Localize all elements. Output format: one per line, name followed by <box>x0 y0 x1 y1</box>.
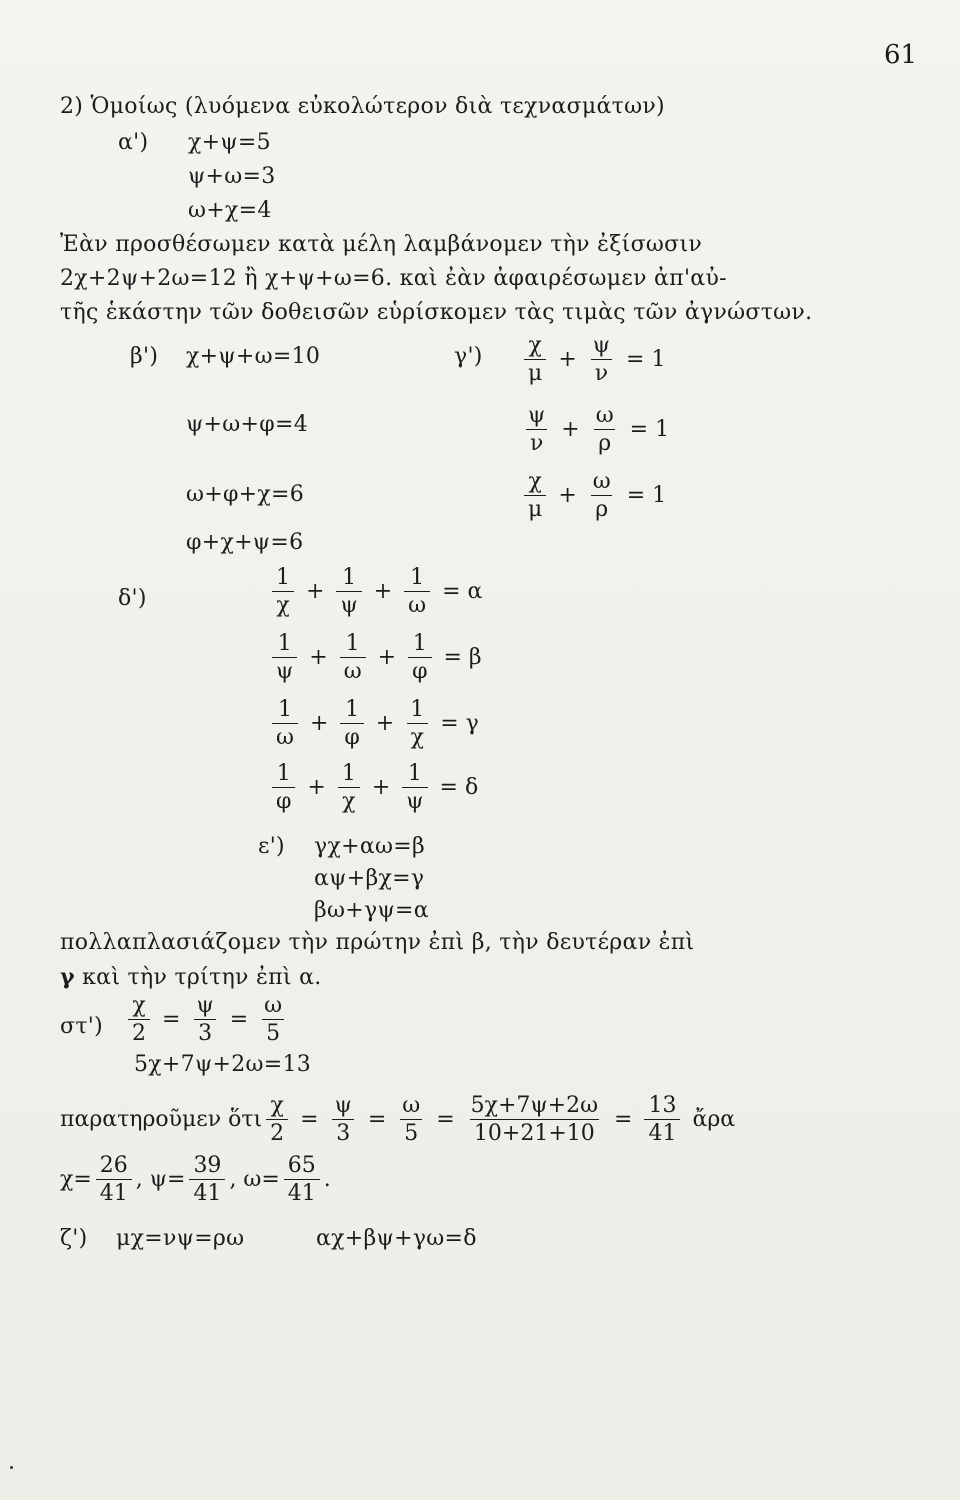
y-lhs: , ψ= <box>135 1167 186 1193</box>
alpha-label: α') <box>118 130 149 155</box>
fraction <box>589 470 615 521</box>
epsilon-text-2-rest: καὶ τὴν τρίτην ἐπὶ α. <box>74 965 322 990</box>
fraction <box>192 994 217 1045</box>
rhs: = γ <box>440 711 479 737</box>
rhs: = 1 <box>629 417 670 443</box>
numerator: 1 <box>341 761 356 786</box>
plus-sign: + <box>373 579 393 605</box>
fraction <box>340 698 363 749</box>
fraction <box>96 1154 132 1205</box>
fraction <box>272 566 294 617</box>
plus-sign: + <box>558 347 577 373</box>
epsilon-text-1: πολλαπλασιάζομεν τὴν πρώτην ἐπὶ β, τὴν δευτέραν ἐπὶ <box>60 930 695 955</box>
rhs: = α <box>442 579 483 605</box>
numerator: 65 <box>287 1153 316 1178</box>
fraction <box>524 334 546 385</box>
delta-eq-1 <box>268 566 490 617</box>
numerator: ω <box>592 469 611 494</box>
fraction <box>340 632 366 683</box>
plus-sign: + <box>377 645 397 671</box>
fraction <box>592 404 618 455</box>
equals-sign: = <box>367 1107 387 1133</box>
plus-sign: + <box>375 711 395 737</box>
denominator: 41 <box>189 1179 225 1205</box>
fraction <box>331 1094 356 1145</box>
epsilon-label: ε') <box>258 834 285 859</box>
denominator: 10+21+10 <box>470 1119 599 1145</box>
delta-eq-4 <box>268 762 486 813</box>
stigma-label: στ') <box>60 1014 104 1039</box>
plus-sign: + <box>309 645 328 671</box>
fraction <box>467 1094 602 1145</box>
numerator: ψ <box>592 333 611 358</box>
denominator: ρ <box>591 495 612 521</box>
observation-text: παρατηροῦμεν ὅτι <box>60 1107 263 1133</box>
plus-sign: + <box>307 775 326 801</box>
alpha-text-2: 2χ+2ψ+2ω=12 ἢ χ+ψ+ω=6. καὶ ἐὰν ἀφαιρέσωμεν ἀπ'αὐ- <box>60 266 727 291</box>
numerator: ω <box>264 993 283 1018</box>
numerator: 1 <box>410 565 425 590</box>
gamma-eq-3 <box>520 470 674 521</box>
alpha-text-3: τῆς ἑκάστην τῶν δοθεισῶν εὑρίσκομεν τὰς τιμὰς τῶν ἀγνώστων. <box>60 300 813 325</box>
numerator: 1 <box>412 631 427 656</box>
denominator: 41 <box>96 1179 132 1205</box>
beta-eq-1: χ+ψ+ω=10 <box>186 344 321 369</box>
stigma-results <box>60 1154 331 1205</box>
delta-label: δ') <box>118 586 147 611</box>
numerator: 1 <box>277 697 292 722</box>
fraction <box>338 762 360 813</box>
denominator: χ <box>338 787 359 813</box>
fraction <box>284 1154 320 1205</box>
fraction <box>524 470 546 521</box>
numerator: χ <box>132 993 146 1018</box>
fraction <box>260 994 286 1045</box>
denominator: ν <box>526 429 547 455</box>
equals-sign: = <box>300 1107 319 1133</box>
numerator: χ <box>528 333 542 358</box>
denominator: ψ <box>336 591 361 617</box>
numerator: 1 <box>342 565 357 590</box>
page-speck <box>10 1466 13 1469</box>
rhs: = 1 <box>626 347 666 373</box>
denominator: 41 <box>644 1119 680 1145</box>
denominator: χ <box>272 591 293 617</box>
equals-sign: = <box>229 1007 249 1033</box>
fraction <box>336 566 361 617</box>
numerator: 26 <box>99 1153 128 1178</box>
denominator: 2 <box>128 1019 150 1045</box>
numerator: 1 <box>345 697 360 722</box>
beta-eq-3: ω+φ+χ=6 <box>186 482 305 507</box>
numerator: χ <box>528 469 542 494</box>
gamma-label: γ') <box>454 344 483 369</box>
numerator: χ <box>270 1093 284 1118</box>
epsilon-text-2 <box>60 964 322 990</box>
period: . <box>323 1167 331 1193</box>
denominator: ω <box>272 723 298 749</box>
rhs: = δ <box>439 775 479 801</box>
numerator: ω <box>595 403 614 428</box>
equals-sign: = <box>436 1107 455 1133</box>
denominator: 2 <box>266 1119 288 1145</box>
stigma-eq-ratios <box>124 994 290 1045</box>
numerator: 1 <box>345 631 360 656</box>
denominator: ψ <box>402 787 427 813</box>
plus-sign: + <box>306 579 325 605</box>
numerator: ψ <box>334 1093 352 1118</box>
denominator: χ <box>407 723 428 749</box>
fraction <box>404 566 430 617</box>
gamma-symbol: γ <box>60 964 75 990</box>
numerator: 1 <box>276 565 290 590</box>
rhs: = 1 <box>626 483 667 509</box>
plus-sign: + <box>561 417 580 443</box>
denominator: 3 <box>332 1119 354 1145</box>
beta-eq-4: φ+χ+ψ=6 <box>186 530 304 555</box>
stigma-observation <box>60 1094 743 1145</box>
fraction <box>272 632 297 683</box>
denominator: ν <box>591 359 612 385</box>
alpha-eq-1: χ+ψ=5 <box>188 130 271 155</box>
numerator: ψ <box>196 993 214 1018</box>
plus-sign: + <box>558 483 577 509</box>
fraction <box>524 404 549 455</box>
numerator: 13 <box>648 1093 677 1118</box>
epsilon-eq-2: αψ+βχ=γ <box>314 866 425 891</box>
alpha-eq-2: ψ+ω=3 <box>188 164 276 189</box>
denominator: 3 <box>194 1019 216 1045</box>
numerator: ψ <box>528 403 546 428</box>
fraction <box>128 994 150 1045</box>
denominator: 41 <box>284 1179 320 1205</box>
denominator: φ <box>272 787 295 813</box>
fraction <box>398 1094 424 1145</box>
numerator: 1 <box>407 761 422 786</box>
numerator: 1 <box>276 761 291 786</box>
fraction <box>266 1094 288 1145</box>
beta-eq-2: ψ+ω+φ=4 <box>186 412 308 437</box>
w-lhs: , ω= <box>229 1167 280 1193</box>
denominator: ρ <box>594 429 615 455</box>
alpha-eq-3: ω+χ=4 <box>188 198 272 223</box>
denominator: μ <box>524 495 546 521</box>
section-heading: 2) Ὁμοίως (λυόμενα εὐκολώτερον διὰ τεχνασμάτων) <box>60 94 665 119</box>
plus-sign: + <box>309 711 329 737</box>
denominator: 5 <box>262 1019 284 1045</box>
gamma-eq-2 <box>520 404 677 455</box>
rhs: = β <box>443 645 482 671</box>
delta-eq-2 <box>268 632 490 683</box>
zeta-eq-2: αχ+βψ+γω=δ <box>316 1226 477 1251</box>
denominator: φ <box>340 723 363 749</box>
fraction <box>402 762 427 813</box>
fraction <box>408 632 431 683</box>
ara-word: ἄρα <box>692 1107 736 1133</box>
zeta-eq-1: μχ=νψ=ρω <box>116 1226 245 1251</box>
gamma-eq-1 <box>520 334 673 385</box>
delta-eq-3 <box>268 698 487 749</box>
plus-sign: + <box>371 775 391 801</box>
page-number: 61 <box>884 40 918 70</box>
fraction <box>589 334 614 385</box>
fraction <box>189 1154 225 1205</box>
fraction <box>644 1094 680 1145</box>
numerator: ω <box>402 1093 421 1118</box>
fraction <box>406 698 428 749</box>
stigma-eq-sum: 5χ+7ψ+2ω=13 <box>134 1052 312 1077</box>
epsilon-eq-3: βω+γψ=α <box>314 898 429 923</box>
equals-sign: = <box>614 1107 633 1133</box>
fraction <box>272 762 295 813</box>
numerator: 1 <box>277 631 292 656</box>
zeta-label: ζ') <box>60 1226 88 1251</box>
numerator: 1 <box>410 697 425 722</box>
alpha-text-1: Ἐὰν προσθέσωμεν κατὰ μέλη λαμβάνομεν τὴν ἐξίσωσιν <box>60 232 703 257</box>
denominator: ψ <box>272 657 297 683</box>
denominator: μ <box>524 359 546 385</box>
epsilon-eq-1: γχ+αω=β <box>314 834 425 859</box>
denominator: φ <box>408 657 431 683</box>
beta-label: β') <box>130 344 159 369</box>
denominator: ω <box>404 591 430 617</box>
numerator: 39 <box>193 1153 222 1178</box>
fraction <box>272 698 298 749</box>
numerator: 5χ+7ψ+2ω <box>470 1093 599 1118</box>
denominator: ω <box>340 657 366 683</box>
equals-sign: = <box>162 1007 181 1033</box>
denominator: 5 <box>400 1119 422 1145</box>
x-lhs: χ= <box>60 1167 92 1193</box>
